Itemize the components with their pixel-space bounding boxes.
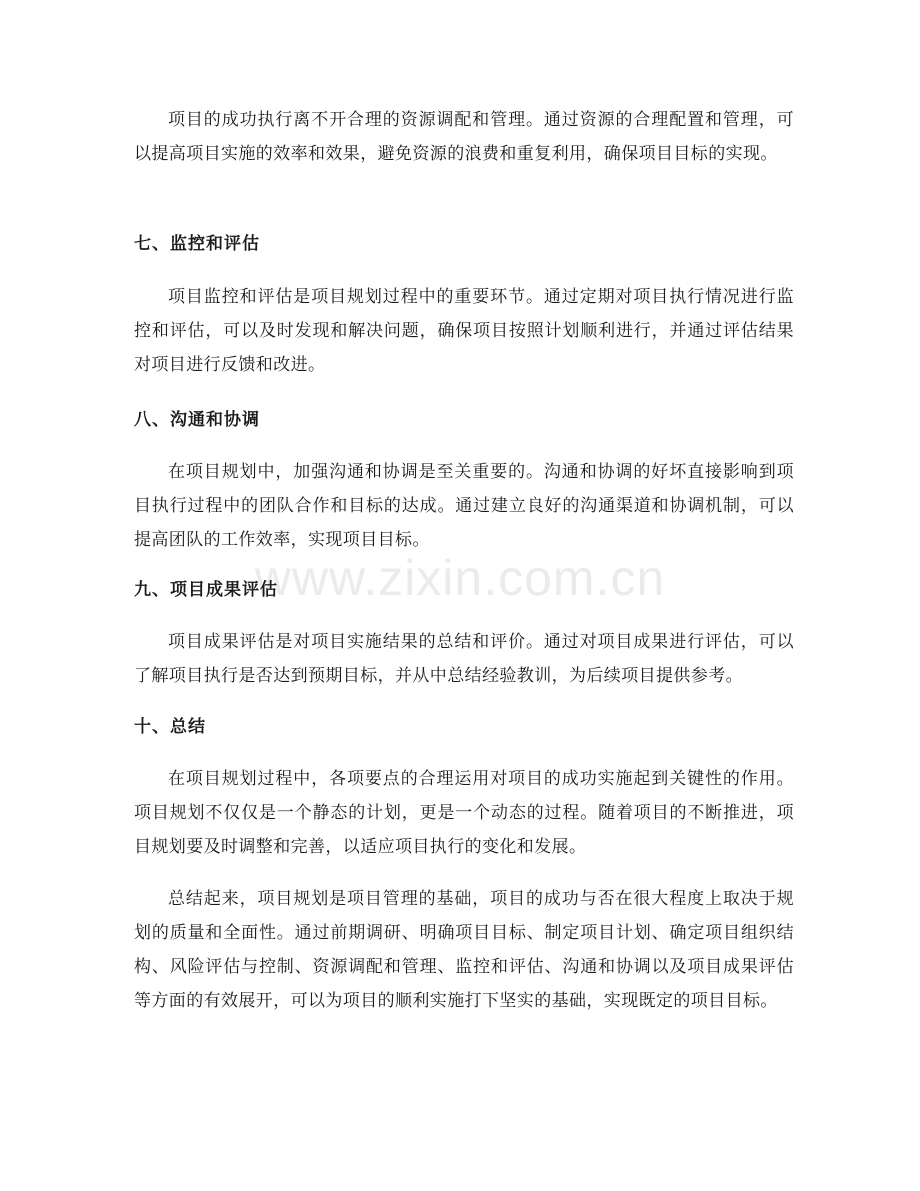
paragraph-resource-management: 项目的成功执行离不开合理的资源调配和管理。通过资源的合理配置和管理，可以提高项目实施的效率和效果，避免资源的浪费和重复利用，确保项目目标的实现。: [134, 110, 794, 164]
heading-communication: 八、沟通和协调: [134, 410, 260, 430]
heading-summary: 十、总结: [134, 717, 206, 737]
paragraph-summary-2: 总结起来，项目规划是项目管理的基础，项目的成功与否在很大程度上取决于规划的质量和全面性。通过前期调研、明确项目目标、制定项目计划、确定项目组织结构、风险评估与控制、资源调配和管理、监控和评估、沟通和协调以及项目成果评估等方面的有效展开，可以为项目的顺利实施打下坚实的基础，实现既定的项目目标。: [134, 889, 794, 1011]
heading-monitoring: 七、监控和评估: [134, 234, 260, 254]
paragraph-monitoring: 项目监控和评估是项目规划过程中的重要环节。通过定期对项目执行情况进行监控和评估，可以及时发现和解决问题，确保项目按照计划顺利进行，并通过评估结果对项目进行反馈和改进。: [134, 287, 794, 375]
heading-outcome-evaluation: 九、项目成果评估: [134, 580, 278, 600]
paragraph-summary-1: 在项目规划过程中，各项要点的合理运用对项目的成功实施起到关键性的作用。项目规划不仅仅是一个静态的计划，更是一个动态的过程。随着项目的不断推进，项目规划要及时调整和完善，以适应项目执行的变化和发展。: [134, 769, 794, 857]
paragraph-communication: 在项目规划中，加强沟通和协调是至关重要的。沟通和协调的好坏直接影响到项目执行过程中的团队合作和目标的达成。通过建立良好的沟通渠道和协调机制，可以提高团队的工作效率，实现项目目标。: [134, 462, 794, 550]
watermark: www.zixin.com.cn: [254, 550, 666, 606]
paragraph-outcome-evaluation: 项目成果评估是对项目实施结果的总结和评价。通过对项目成果进行评估，可以了解项目执行是否达到预期目标，并从中总结经验教训，为后续项目提供参考。: [134, 632, 794, 686]
